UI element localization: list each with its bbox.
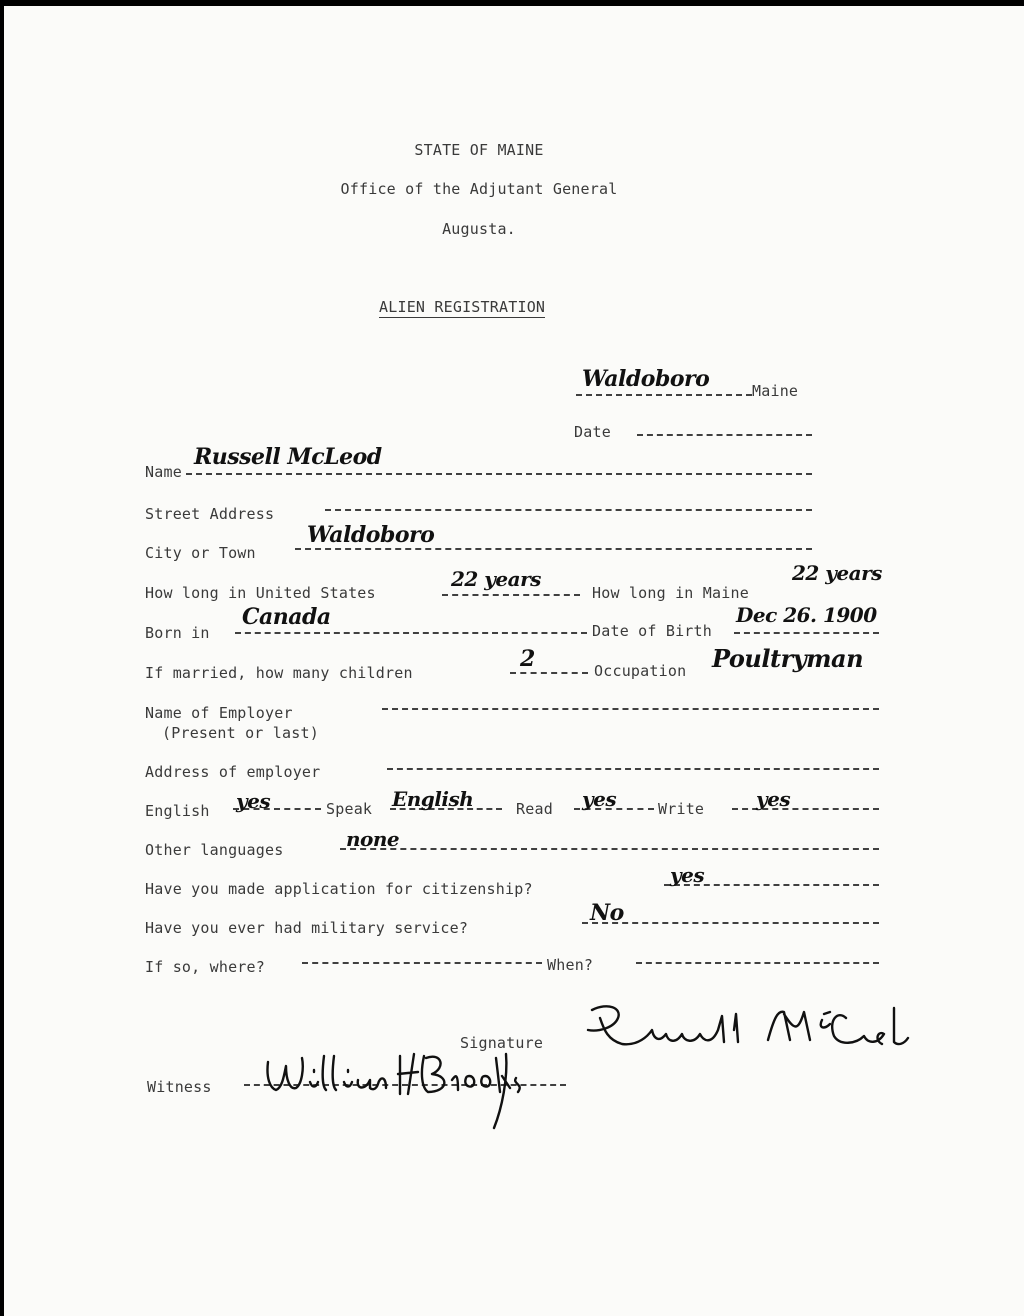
city-line xyxy=(295,548,812,550)
employer-sub: (Present or last) xyxy=(162,724,319,742)
how-long-maine-label: How long in Maine xyxy=(592,584,749,602)
when-line xyxy=(636,962,879,964)
citizenship-label: Have you made application for citizenship? xyxy=(145,880,533,898)
street-line xyxy=(325,509,812,511)
other-lang-value: none xyxy=(346,827,400,851)
name-line xyxy=(186,473,812,475)
employer-label: Name of Employer xyxy=(145,704,293,722)
how-long-us-value: 22 years xyxy=(451,567,541,591)
location-line xyxy=(576,394,752,396)
dob-line xyxy=(734,632,879,634)
city-value: Waldoboro xyxy=(307,522,435,548)
witness-handwriting xyxy=(262,1048,542,1132)
employer-address-label: Address of employer xyxy=(145,763,321,781)
born-in-line xyxy=(235,632,587,634)
name-label: Name xyxy=(145,463,182,481)
name-value: Russell McLeod xyxy=(194,444,382,470)
how-long-us-label: How long in United States xyxy=(145,584,376,602)
dob-value: Dec 26. 1900 xyxy=(736,603,877,627)
born-in-value: Canada xyxy=(242,604,331,630)
where-label: If so, where? xyxy=(145,958,265,976)
dob-label: Date of Birth xyxy=(592,622,712,640)
signature-handwriting xyxy=(578,1000,918,1060)
witness-label: Witness xyxy=(147,1078,212,1096)
header-city: Augusta. xyxy=(442,220,516,238)
form-title: ALIEN REGISTRATION xyxy=(379,298,546,316)
read-value: yes xyxy=(582,787,617,811)
how-long-us-line xyxy=(442,594,580,596)
where-line xyxy=(302,962,542,964)
write-label: Write xyxy=(658,800,705,818)
born-in-label: Born in xyxy=(145,624,210,642)
location-suffix: Maine xyxy=(752,382,799,400)
employer-address-line xyxy=(387,768,879,770)
street-label: Street Address xyxy=(145,505,275,523)
employer-line xyxy=(382,708,879,710)
other-lang-line xyxy=(340,848,879,850)
other-lang-label: Other languages xyxy=(145,841,284,859)
header-state: STATE OF MAINE xyxy=(414,141,544,159)
how-long-maine-value: 22 years xyxy=(792,561,882,585)
occupation-value: Poultryman xyxy=(712,644,864,673)
military-value: No xyxy=(590,900,624,926)
date-line xyxy=(637,434,812,436)
write-value: yes xyxy=(756,787,791,811)
write-line xyxy=(732,808,879,810)
read-label: Read xyxy=(516,800,553,818)
signature-label: Signature xyxy=(460,1034,544,1052)
speak-value: English xyxy=(392,787,474,811)
speak-label: Speak xyxy=(326,800,373,818)
when-label: When? xyxy=(547,956,594,974)
occupation-label: Occupation xyxy=(594,662,687,680)
date-label: Date xyxy=(574,423,611,441)
document-page xyxy=(4,6,1024,1316)
military-line xyxy=(582,922,879,924)
children-line xyxy=(510,672,588,674)
city-label: City or Town xyxy=(145,544,256,562)
english-label: English xyxy=(145,802,210,820)
children-value: 2 xyxy=(520,646,535,672)
citizenship-value: yes xyxy=(670,863,705,887)
children-label: If married, how many children xyxy=(145,664,413,682)
military-label: Have you ever had military service? xyxy=(145,919,469,937)
location-value: Waldoboro xyxy=(582,366,710,392)
english-value: yes xyxy=(236,789,271,813)
header-office: Office of the Adjutant General xyxy=(340,180,618,198)
